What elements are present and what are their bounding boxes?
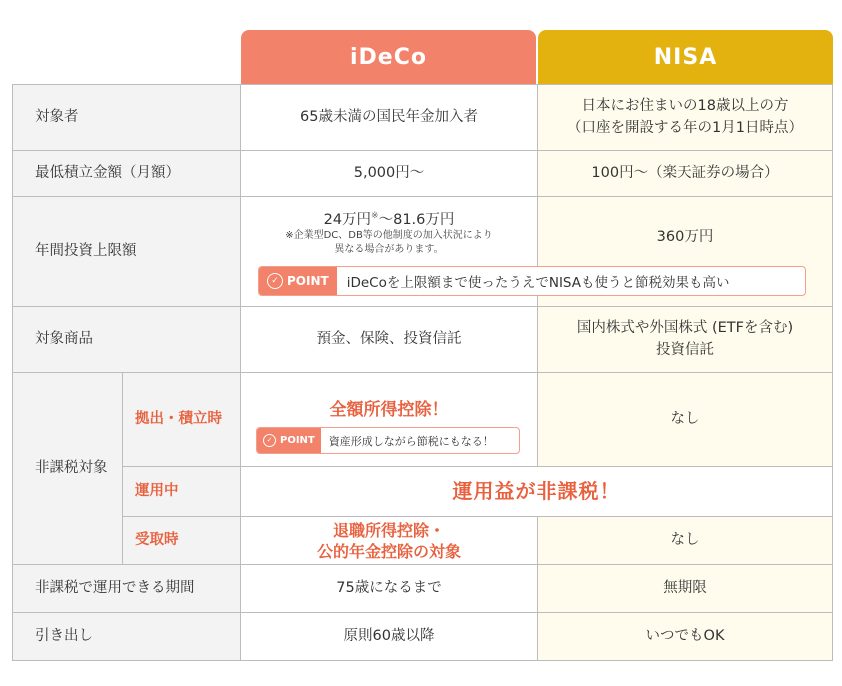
sub-label-contribution: 拠出・積立時 <box>123 373 241 467</box>
row-label-target: 対象者 <box>13 85 241 151</box>
ideco-limit-min: 24万円 <box>323 211 372 228</box>
row-label-products: 対象商品 <box>13 307 241 373</box>
point-tag <box>259 267 337 295</box>
ideco-contribution <box>241 373 538 467</box>
nisa-min-amount: 100円〜（楽天証券の場合） <box>538 151 832 197</box>
point-banner-contribution <box>256 427 520 454</box>
nisa-products <box>538 307 832 373</box>
ideco-annual-limit-main <box>241 207 537 229</box>
operation-text: 運用益が非課税！ <box>452 479 621 503</box>
footnote-mark: ※ <box>371 211 379 221</box>
nisa-header: NISA <box>538 30 833 84</box>
nisa-target <box>538 85 832 151</box>
ideco-annual-limit-note <box>241 229 537 257</box>
nisa-products-line2: 投資信託 <box>656 341 714 358</box>
nisa-target-line2: （口座を開設する年の1月1日時点） <box>567 119 803 136</box>
nisa-period: 無期限 <box>538 565 832 613</box>
ideco-receipt-line1: 退職所得控除・ <box>332 520 445 540</box>
ideco-target: 65歳未満の国民年金加入者 <box>241 85 538 151</box>
row-label-annual-limit: 年間投資上限額 <box>13 197 241 307</box>
ideco-products: 預金、保険、投資信託 <box>241 307 538 373</box>
nisa-receipt: なし <box>538 517 832 565</box>
ideco-receipt <box>241 517 538 565</box>
ideco-min-amount: 5,000円〜 <box>241 151 538 197</box>
point-tag-label: POINT <box>287 274 329 288</box>
ideco-contribution-text: 全額所得控除！ <box>329 400 449 420</box>
ideco-receipt-line2: 公的年金控除の対象 <box>316 541 461 561</box>
point-text-small: 資産形成しながら節税にもなる！ <box>328 434 494 448</box>
nisa-target-line1: 日本にお住まいの18歳以上の方 <box>581 98 789 115</box>
row-label-tax-exempt: 非課税対象 <box>13 373 123 565</box>
point-banner-annual <box>258 266 806 296</box>
row-label-withdrawal: 引き出し <box>13 613 241 661</box>
sub-label-receipt: 受取時 <box>123 517 241 565</box>
point-text: iDeCoを上限額まで使ったうえでNISAも使うと節税効果も高い <box>346 275 730 291</box>
nisa-contribution: なし <box>538 373 832 467</box>
point-tag-small <box>257 428 321 453</box>
ideco-limit-max: 〜81.6万円 <box>378 211 455 228</box>
both-operation <box>241 467 832 517</box>
ideco-period: 75歳になるまで <box>241 565 538 613</box>
row-label-period: 非課税で運用できる期間 <box>13 565 241 613</box>
check-circle-icon: ✓ <box>267 273 283 289</box>
note-line1: ※企業型DC、DB等の他制度の加入状況により <box>285 229 493 241</box>
check-circle-icon-small: ✓ <box>263 434 276 447</box>
row-label-min-amount: 最低積立金額（月額） <box>13 151 241 197</box>
ideco-header: iDeCo <box>241 30 536 84</box>
nisa-withdrawal: いつでもOK <box>538 613 832 661</box>
ideco-withdrawal: 原則60歳以降 <box>241 613 538 661</box>
point-tag-small-label: POINT <box>280 435 315 446</box>
nisa-annual-limit: 360万円 <box>656 229 714 245</box>
note-line2: 異なる場合があります。 <box>334 243 444 255</box>
nisa-products-line1: 国内株式や外国株式 (ETFを含む) <box>576 320 794 337</box>
sub-label-operation: 運用中 <box>123 467 241 517</box>
